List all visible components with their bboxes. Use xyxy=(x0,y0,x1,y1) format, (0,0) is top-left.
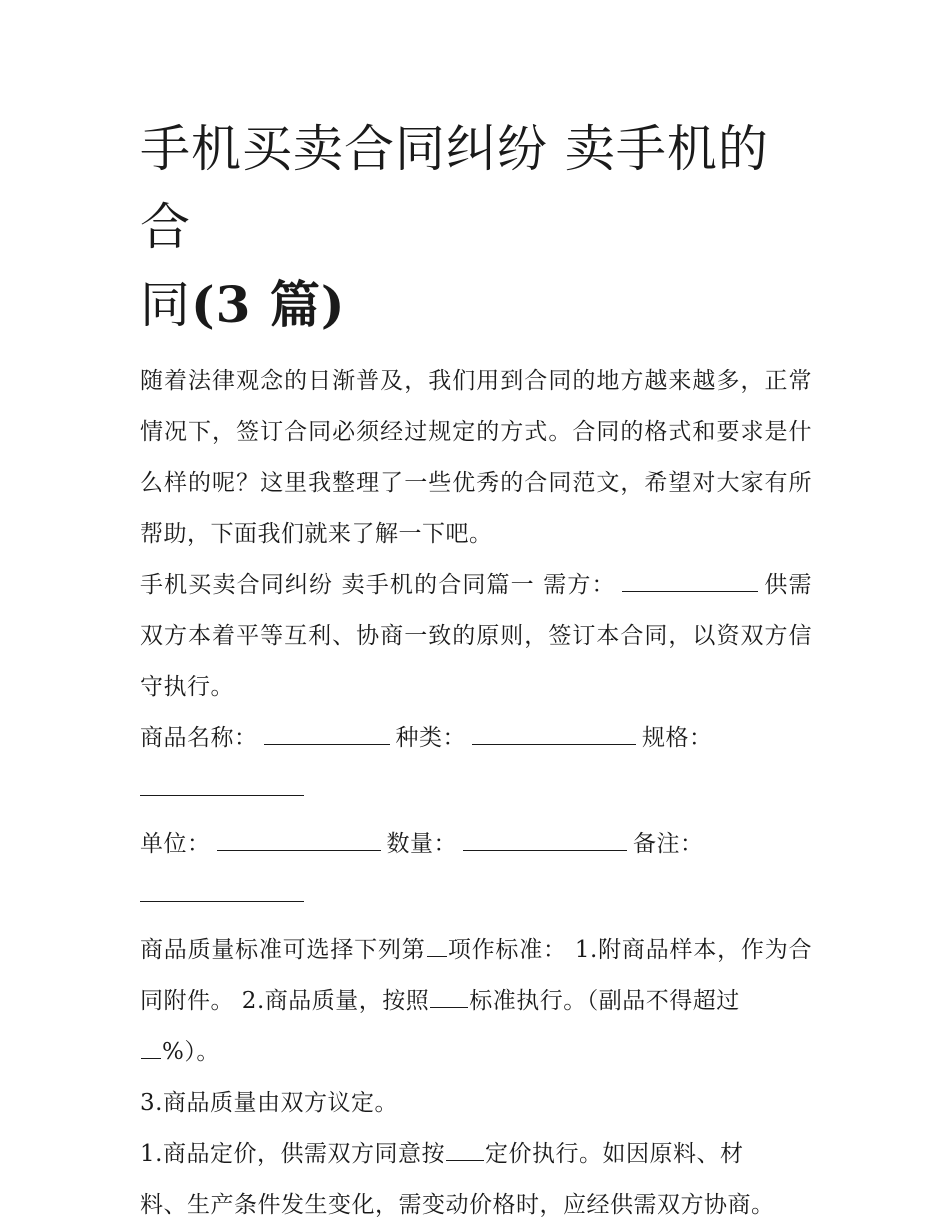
section-1-body: 需双方本着平等互利、协商一致的原则，签订本合同，以资双方信守执行。 xyxy=(140,572,813,700)
price-part-2: 定价执行。如因原料、材 xyxy=(484,1141,744,1167)
quality-part-1: 商品质量标准可选择下列第 xyxy=(140,937,426,963)
price-standard-blank xyxy=(446,1138,484,1161)
quality-3-paragraph: 3.商品质量由双方议定。 xyxy=(140,1090,398,1116)
quality-part-2: 项作标准： 1.附商品样本，作为合同附件。 2.商品质量，按照 xyxy=(140,937,812,1014)
product-spec-blank xyxy=(140,773,304,796)
section-1-heading: 手机买卖合同纠纷 卖手机的合同篇一 需方： xyxy=(140,572,616,598)
title-line-2-count: (3 篇) xyxy=(191,275,346,334)
document-page xyxy=(140,110,812,1231)
note-blank xyxy=(140,879,304,902)
section-1-paragraph xyxy=(140,560,812,713)
quality-part-4: %）。 xyxy=(162,1039,220,1065)
quality-part-3: 标准执行。（副品不得超过 xyxy=(469,988,740,1014)
unit-blank xyxy=(217,828,381,851)
price-paragraph xyxy=(140,1129,812,1231)
product-type-label: 种类： xyxy=(395,725,466,751)
title-line-1: 手机买卖合同纠纷 卖手机的合 xyxy=(140,120,769,256)
supplier-blank xyxy=(622,569,758,592)
quantity-blank xyxy=(463,828,627,851)
section-1-continuation: 供 xyxy=(763,572,789,598)
title-line-2-prefix: 同 xyxy=(140,276,191,334)
quantity-label: 数量： xyxy=(386,831,457,857)
product-spec-label: 规格： xyxy=(642,725,713,751)
quality-paragraph xyxy=(140,925,812,1078)
product-name-blank xyxy=(264,722,390,745)
standard-choice-blank xyxy=(427,934,447,957)
price-part-1: 1.商品定价，供需双方同意按 xyxy=(140,1141,445,1167)
quality-standard-blank xyxy=(430,985,468,1008)
fields-row-1 xyxy=(140,713,812,815)
defect-percent-blank xyxy=(141,1036,161,1059)
price-line-2: 料、生产条件发生变化，需变动价格时，应经供需双方协商。 xyxy=(140,1192,775,1218)
product-name-label: 商品名称： xyxy=(140,725,258,751)
fields-row-2 xyxy=(140,819,812,921)
intro-paragraph: 随着法律观念的日渐普及，我们用到合同的地方越来越多，正常情况下，签订合同必须经过规定的方式。合同的格式和要求是什么样的呢？这里我整理了一些优秀的合同范文，希望对大家有所帮助，下面我们就来了解一下吧。 xyxy=(140,368,812,547)
note-label: 备注： xyxy=(633,831,704,857)
document-title xyxy=(140,110,812,344)
product-type-blank xyxy=(472,722,636,745)
unit-label: 单位： xyxy=(140,831,211,857)
